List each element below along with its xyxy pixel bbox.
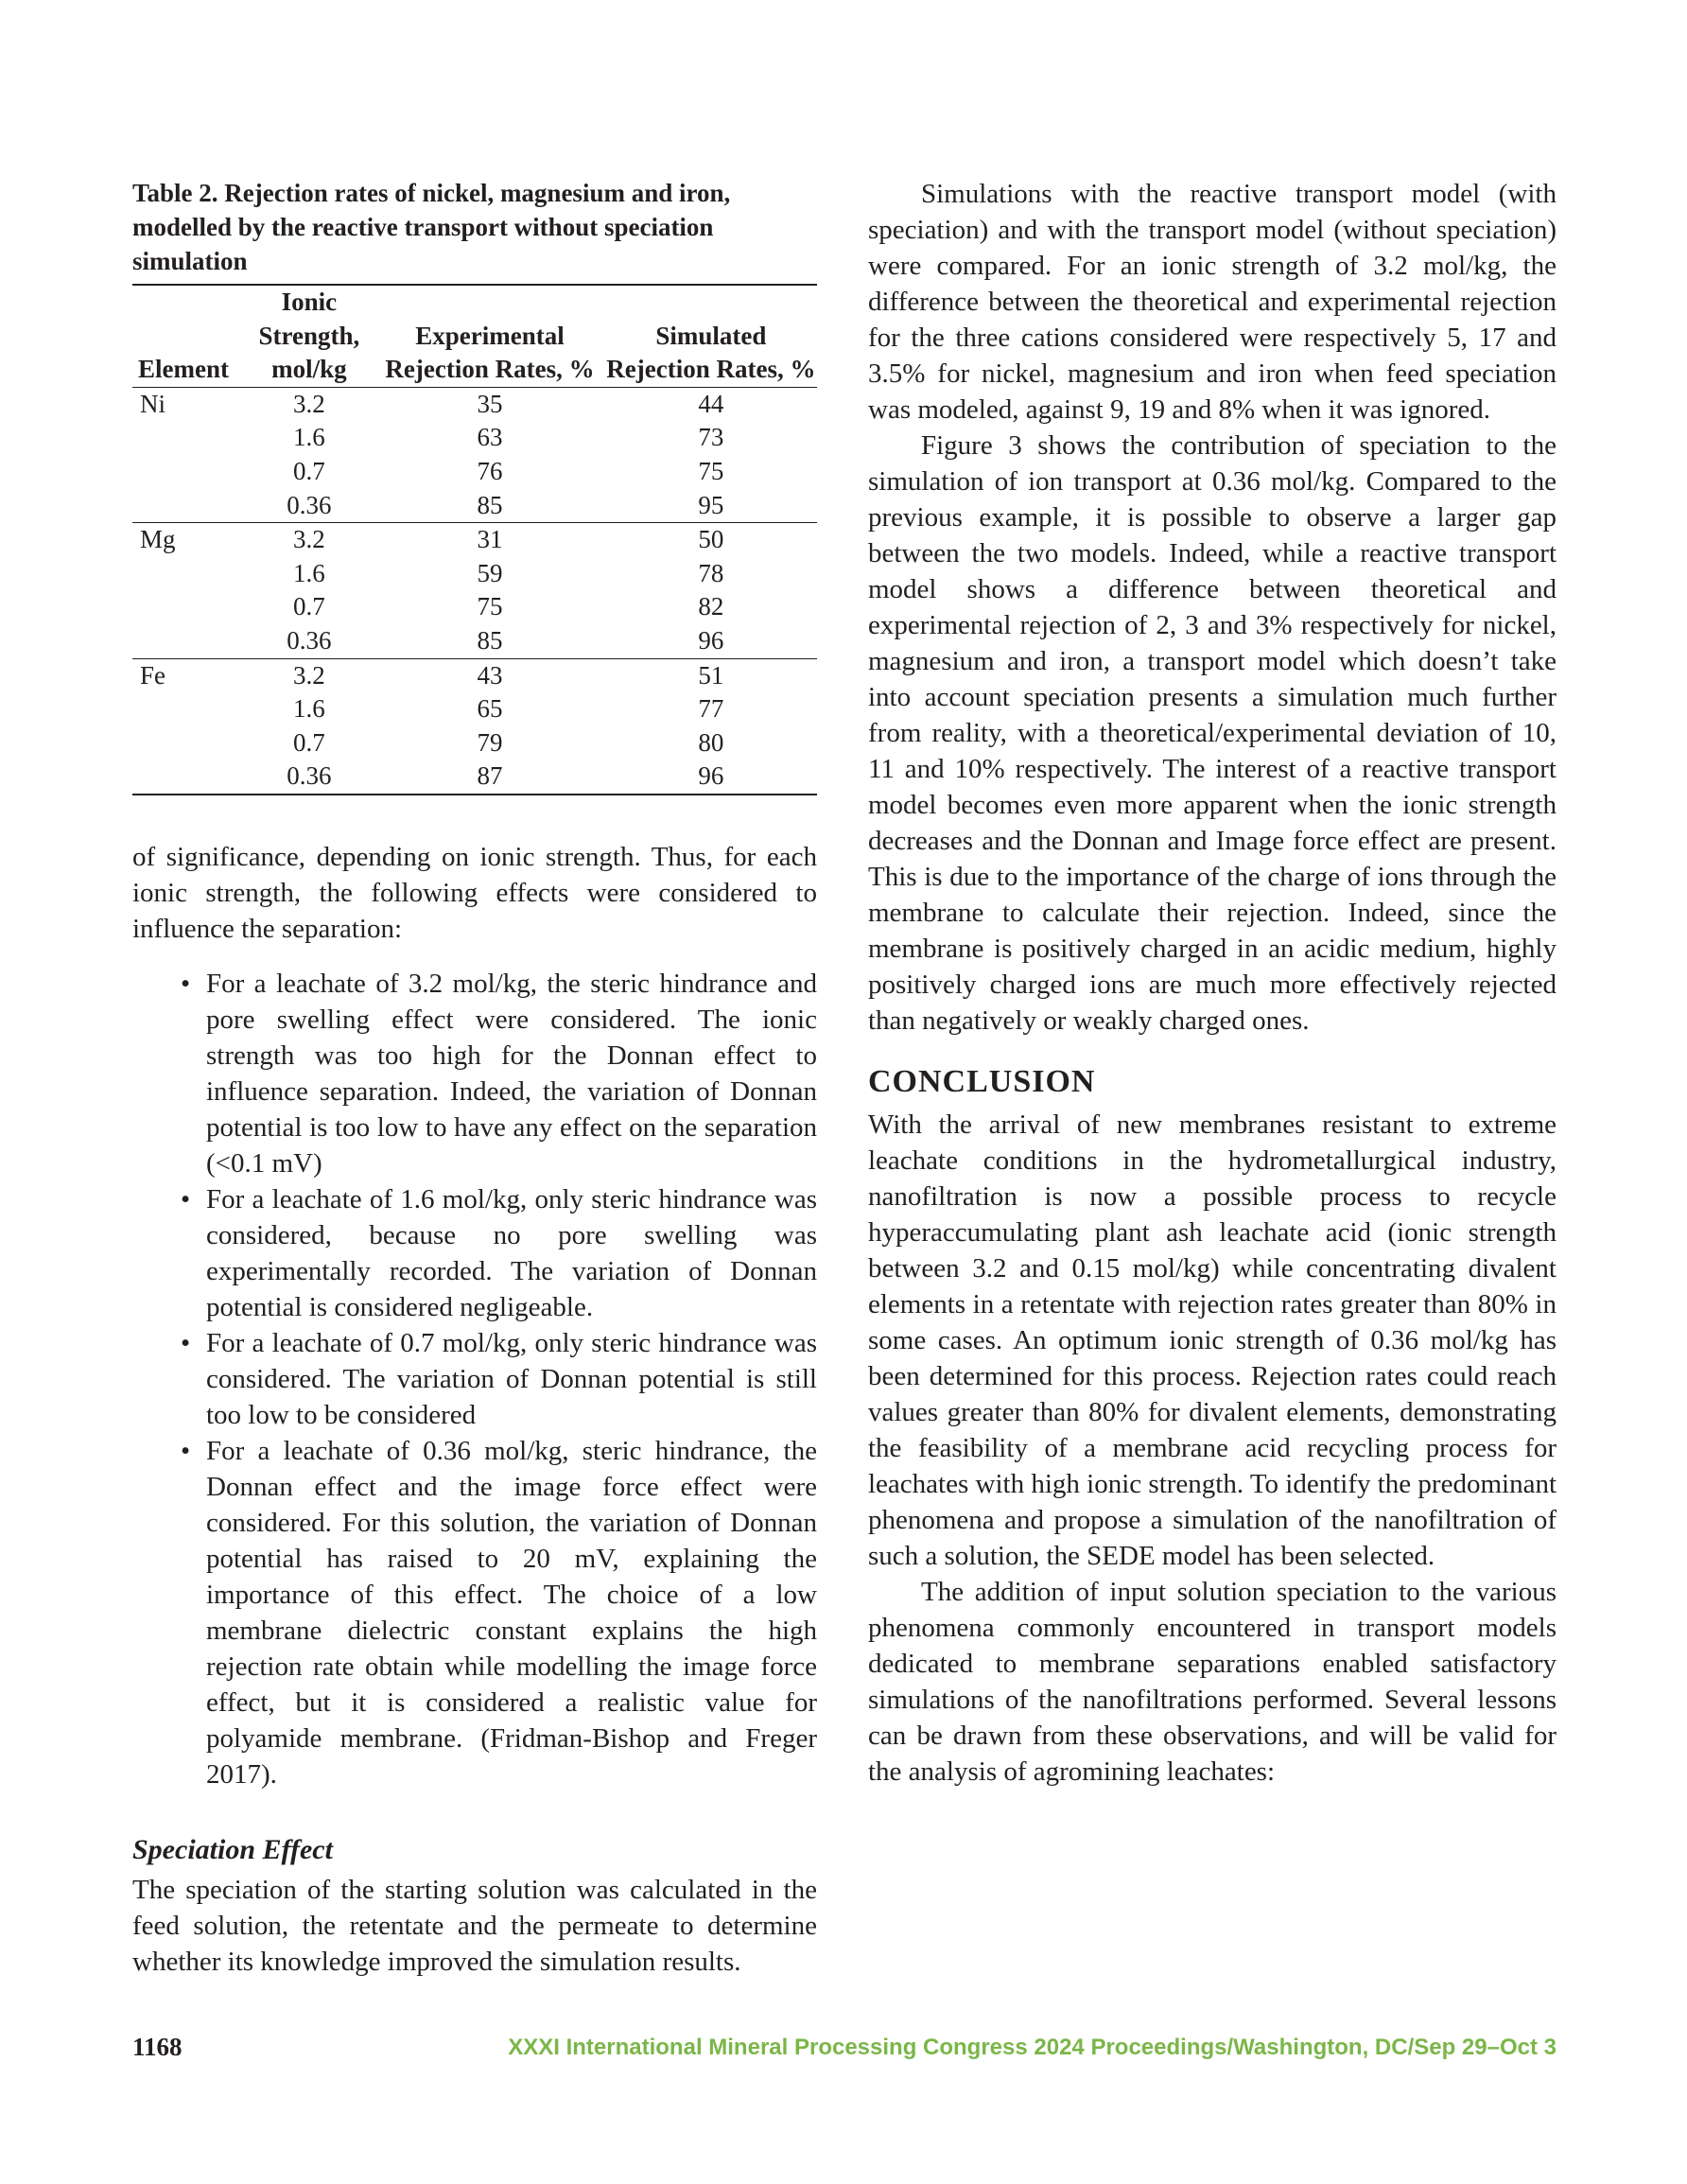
cell-ionic-strength: 0.36 bbox=[243, 489, 374, 523]
cell-ionic-strength: 0.7 bbox=[292, 727, 325, 757]
table-caption: Table 2. Rejection rates of nickel, magnesium and iron, modelled by the reactive transport without speciation simulation bbox=[132, 179, 731, 275]
cell-simulated: 75 bbox=[698, 456, 724, 485]
cell-ionic-strength: 3.2 bbox=[292, 389, 325, 418]
cell-simulated: 80 bbox=[698, 727, 724, 757]
header-experimental: Experimental Rejection Rates, % bbox=[374, 285, 604, 387]
table-row bbox=[132, 557, 817, 591]
cell-element: Mg bbox=[140, 525, 176, 554]
table-row bbox=[132, 455, 817, 489]
list-item bbox=[181, 1433, 817, 1792]
table-header-row bbox=[132, 285, 817, 387]
page-number: 1168 bbox=[132, 2033, 183, 2061]
bullet-text: For a leachate of 0.36 mol/kg, steric hindrance, the Donnan effect and the image force effect were considered. For this solution, the variation of Donnan potential has raised to 20 mV, explaining the importance of this effect. The choice of a low membrane dielectric constant explains the high rejection rate obtain while modelling the image force effect, but it is considered a realistic value for polyamide membrane. (Fridman-Bishop and Freger 2017). bbox=[206, 1435, 817, 1790]
conference-footer: XXXI International Mineral Processing Congress 2024 Proceedings/Washington, DC/Sep 29–Oct 3 bbox=[508, 2035, 1557, 2060]
cell-simulated: 44 bbox=[698, 389, 724, 418]
cell-experimental: 87 bbox=[374, 760, 604, 795]
cell-ionic-strength: 1.6 bbox=[292, 694, 325, 724]
table-row bbox=[132, 387, 817, 421]
cell-simulated: 96 bbox=[605, 760, 817, 795]
table-row bbox=[132, 590, 817, 624]
table-row bbox=[132, 523, 817, 557]
cell-experimental: 59 bbox=[477, 558, 503, 587]
table-row bbox=[132, 489, 817, 523]
cell-simulated: 82 bbox=[698, 592, 724, 621]
cell-ionic-strength: 0.7 bbox=[292, 456, 325, 485]
conclusion-paragraph-1: With the arrival of new membranes resistant to extreme leachate conditions in the hydrometallurgical industry, nanofiltration is now a possible process to recycle hyperaccumulating plant ash leachate acid (ionic strength between 3.2 and 0.15 mol/kg) while concentrating divalent elements in a retentate with rejection rates greater than 80% in some cases. An optimum ionic strength of 0.36 mol/kg has been determined for this process. Rejection rates could reach values greater than 80% for divalent elements, demonstrating the feasibility of a membrane acid recycling process for leachates with high ionic strength. To identify the predominant phenomena and propose a simulation of the nanofiltration of such a solution, the SEDE model has been selected. bbox=[868, 1109, 1557, 1571]
cell-simulated: 50 bbox=[698, 525, 724, 554]
cell-experimental: 63 bbox=[477, 423, 503, 452]
conclusion-heading: CONCLUSION bbox=[868, 1064, 1096, 1099]
figure-3-paragraph: Figure 3 shows the contribution of speciation to the simulation of ion transport at 0.36 mol/kg. Compared to the previous example, it is possible to observe a larger gap between the two models. Indeed, while a reactive transport model shows a difference between theoretical and experimental rejection of 2, 3 and 3% respectively for nickel, magnesium and iron, a transport model which doesn’t take into account speciation presents a simulation much further from reality, with a theoretical/experimental deviation of 10, 11 and 10% respectively. The interest of a reactive transport model becomes even more apparent when the ionic strength decreases and the Donnan and Image force effect are present. This is due to the importance of the charge of ions through the membrane to calculate their rejection. Indeed, since the membrane is positively charged in an acidic medium, highly positively charged ions are much more effectively rejected than negatively or weakly charged ones. bbox=[868, 430, 1557, 1036]
cell-experimental: 31 bbox=[477, 525, 503, 554]
bullet-text: For a leachate of 3.2 mol/kg, the steric hindrance and pore swelling effect were considered. The ionic strength was too high for the Donnan effect to influence separation. Indeed, the variation of Donnan potential is too low to have any effect on the separation (<0.1 mV) bbox=[206, 968, 817, 1179]
cell-simulated: 73 bbox=[698, 423, 724, 452]
cell-experimental: 35 bbox=[477, 389, 503, 418]
effects-bullet-list bbox=[132, 966, 817, 1792]
speciation-effect-heading: Speciation Effect bbox=[132, 1833, 333, 1865]
header-ionic-strength: Ionic Strength, mol/kg bbox=[243, 285, 374, 387]
cell-experimental: 79 bbox=[477, 727, 503, 757]
bullet-text: For a leachate of 0.7 mol/kg, only steric hindrance was considered. The variation of Donnan potential is still too low to be considered bbox=[206, 1327, 817, 1430]
rejection-rates-table bbox=[132, 284, 817, 795]
cell-ionic-strength: 1.6 bbox=[292, 423, 325, 452]
cell-experimental: 85 bbox=[374, 624, 604, 658]
table-row bbox=[132, 658, 817, 692]
list-item bbox=[181, 1181, 817, 1325]
table-row bbox=[132, 421, 817, 455]
bullet-icon: • bbox=[181, 968, 191, 999]
bullet-icon: • bbox=[181, 1435, 191, 1466]
list-item bbox=[181, 1325, 817, 1433]
cell-experimental: 85 bbox=[374, 489, 604, 523]
table-row bbox=[132, 760, 817, 795]
bullet-text: For a leachate of 1.6 mol/kg, only steric hindrance was considered, because no pore swelling was experimentally recorded. The variation of Donnan potential is considered negligeable. bbox=[206, 1183, 817, 1322]
table-row bbox=[132, 624, 817, 658]
cell-ionic-strength: 0.7 bbox=[292, 592, 325, 621]
list-item bbox=[181, 966, 817, 1181]
cell-simulated: 77 bbox=[698, 694, 724, 724]
bullet-icon: • bbox=[181, 1183, 191, 1214]
header-simulated: Simulated Rejection Rates, % bbox=[605, 285, 817, 387]
left-intro-paragraph: of significance, depending on ionic strength. Thus, for each ionic strength, the following effects were considered to influence the separation: bbox=[132, 841, 817, 944]
cell-ionic-strength: 1.6 bbox=[292, 558, 325, 587]
cell-simulated: 51 bbox=[698, 660, 724, 690]
speciation-paragraph: The speciation of the starting solution was calculated in the feed solution, the retentate and the permeate to determine whether its knowledge improved the simulation results. bbox=[132, 1874, 817, 1977]
table-row bbox=[132, 692, 817, 726]
cell-experimental: 76 bbox=[477, 456, 503, 485]
cell-element: Fe bbox=[140, 660, 165, 690]
table-body bbox=[132, 387, 817, 795]
table-row bbox=[132, 726, 817, 760]
bullet-icon: • bbox=[181, 1327, 191, 1358]
cell-simulated: 96 bbox=[605, 624, 817, 658]
cell-experimental: 75 bbox=[477, 592, 503, 621]
cell-simulated: 95 bbox=[605, 489, 817, 523]
simulation-comparison-paragraph: Simulations with the reactive transport model (with speciation) and with the transport model (without speciation) were compared. For an ionic strength of 3.2 mol/kg, the difference between the theoretical and experimental rejection for the three cations considered were respectively 5, 17 and 3.5% for nickel, magnesium and iron when feed speciation was modeled, against 9, 19 and 8% when it was ignored. bbox=[868, 179, 1557, 425]
cell-ionic-strength: 3.2 bbox=[292, 525, 325, 554]
cell-experimental: 43 bbox=[477, 660, 503, 690]
header-element: Element bbox=[132, 285, 243, 387]
cell-experimental: 65 bbox=[477, 694, 503, 724]
right-column bbox=[868, 176, 1557, 1790]
cell-ionic-strength: 3.2 bbox=[292, 660, 325, 690]
cell-ionic-strength: 0.36 bbox=[243, 760, 374, 795]
left-column bbox=[132, 176, 817, 1980]
cell-simulated: 78 bbox=[698, 558, 724, 587]
cell-ionic-strength: 0.36 bbox=[243, 624, 374, 658]
cell-element: Ni bbox=[140, 389, 165, 418]
conclusion-paragraph-2: The addition of input solution speciation to the various phenomena commonly encountered in transport models dedicated to membrane separations enabled satisfactory simulations of the nanofiltrations performed. Several lessons can be drawn from these observations, and will be valid for the analysis of agromining leachates: bbox=[868, 1577, 1557, 1787]
